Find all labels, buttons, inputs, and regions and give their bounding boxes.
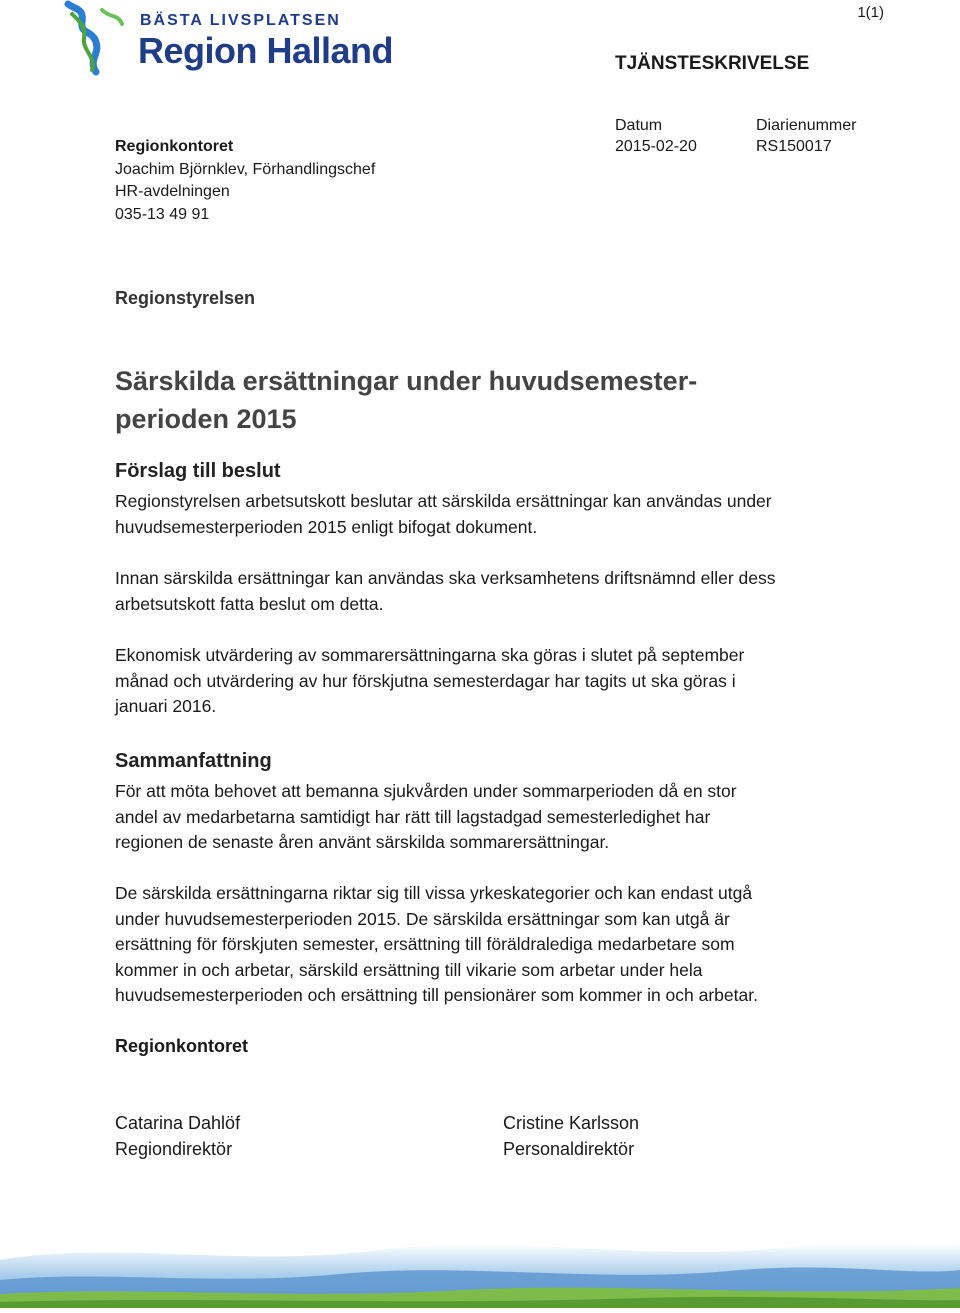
title-line: perioden 2015 xyxy=(115,404,297,434)
sender-department: HR-avdelningen xyxy=(115,183,230,200)
text-line: kommer in och arbetar, särskild ersättning till vikarie som arbetar under hela xyxy=(115,959,703,980)
text-line: huvudsemesterperioden och ersättning till pensionärer som kommer in och arbetar. xyxy=(115,985,758,1005)
text-line: regionen de senaste åren använt särskilda sommarersättningar. xyxy=(115,832,610,852)
sender-phone: 035-13 49 91 xyxy=(115,206,210,223)
page-number: 1(1) xyxy=(857,4,884,21)
landscape-footer-image xyxy=(0,1220,960,1308)
logo-name: Region Halland xyxy=(138,30,394,71)
text-line: Regionstyrelsen arbetsutskott beslutar att särskilda ersättningar kan användas under xyxy=(115,491,772,511)
text-line: huvudsemesterperioden 2015 enligt bifogat dokument. xyxy=(115,516,538,537)
text-line: Innan särskilda ersättningar kan användas ska verksamhetens driftsnämnd eller dess xyxy=(115,568,776,588)
text-line: under huvudsemesterperioden 2015. De särskilda ersättningar som kan utgå är xyxy=(115,908,730,929)
text-line: januari 2016. xyxy=(115,696,217,716)
signatory-role: Personaldirektör xyxy=(503,1138,635,1159)
summary-paragraph xyxy=(115,779,855,856)
text-line: De särskilda ersättningarna riktar sig till vissa yrkeskategorier och kan endast utgå xyxy=(115,883,753,903)
text-line: månad och utvärdering av hur förskjutna semesterdagar har tagits ut ska göras i xyxy=(115,670,736,691)
signatory-name: Cristine Karlsson xyxy=(503,1113,640,1133)
registration-value: RS150017 xyxy=(756,138,832,155)
signatory xyxy=(503,1111,639,1162)
proposal-paragraph xyxy=(115,566,855,617)
document-type: TJÄNSTESKRIVELSE xyxy=(615,53,810,74)
sender-org: Regionkontoret xyxy=(115,138,234,155)
summary-paragraph xyxy=(115,881,855,1009)
date-label: Datum xyxy=(615,117,663,134)
closing-org: Regionkontoret xyxy=(115,1036,248,1056)
text-line: Ekonomisk utvärdering av sommarersättningarna ska göras i slutet på september xyxy=(115,645,745,665)
title-line: Särskilda ersättningar under huvudsemester- xyxy=(115,366,698,396)
proposal-paragraph xyxy=(115,643,855,720)
signatory xyxy=(115,1111,240,1162)
logo-tagline: BÄSTA LIVSPLATSEN xyxy=(140,12,341,29)
signatory-role: Regiondirektör xyxy=(115,1138,233,1159)
recipient: Regionstyrelsen xyxy=(115,288,256,308)
text-line: För att möta behovet att bemanna sjukvården under sommarperioden då en stor xyxy=(115,781,737,801)
page-title xyxy=(115,362,835,438)
text-line: ersättning för förskjuten semester, ersättning till föräldralediga medarbetare som xyxy=(115,934,735,954)
text-line: arbetsutskott fatta beslut om detta. xyxy=(115,593,384,614)
registration-label: Diarienummer xyxy=(756,117,857,134)
date-value: 2015-02-20 xyxy=(615,138,697,155)
sender-person: Joachim Björnklev, Förhandlingschef xyxy=(115,161,376,178)
text-line: andel av medarbetarna samtidigt har rätt till lagstadgad semesterledighet har xyxy=(115,806,711,827)
summary-heading: Sammanfattning xyxy=(115,750,272,772)
signatory-name: Catarina Dahlöf xyxy=(115,1113,241,1133)
proposal-paragraph xyxy=(115,489,855,540)
proposal-heading: Förslag till beslut xyxy=(115,460,281,482)
